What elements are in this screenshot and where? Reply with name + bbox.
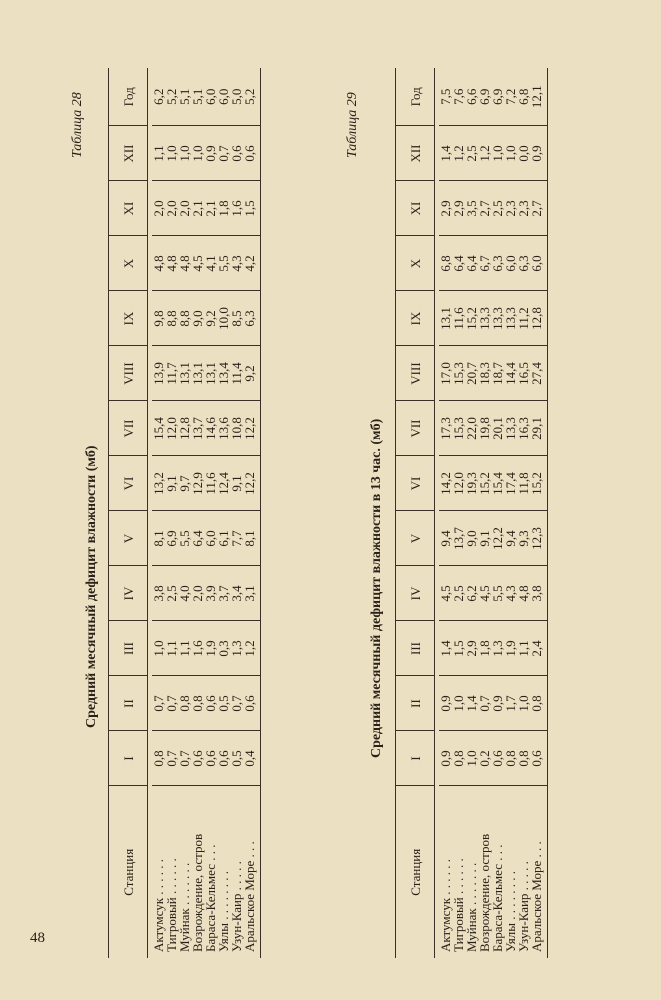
data-cell: 13,3 (478, 291, 491, 346)
data-cell: 0,9 (530, 126, 548, 181)
data-cell: 6,9 (491, 68, 504, 126)
data-cell: 5,1 (178, 68, 191, 126)
data-cell: 18,3 (478, 346, 491, 401)
data-cell: 15,2 (465, 291, 478, 346)
data-cell: 1,9 (204, 621, 217, 676)
data-cell: 22,0 (465, 401, 478, 456)
data-cell: 4,2 (243, 236, 261, 291)
data-cell: 1,0 (491, 126, 504, 181)
data-cell: 20,7 (465, 346, 478, 401)
data-cell: 13,1 (191, 346, 204, 401)
data-cell: 13,2 (152, 456, 165, 511)
data-cell: 4,8 (152, 236, 165, 291)
data-cell: 2,0 (152, 181, 165, 236)
station-name: Бараса-Кельмес . . . (490, 844, 505, 952)
data-cell: 4,8 (165, 236, 178, 291)
data-cell: 6,2 (465, 566, 478, 621)
data-cell: 0,6 (230, 126, 243, 181)
data-cell: 4,8 (178, 236, 191, 291)
table-title: Средний месячный дефицит влажности в 13 час. (мб) (369, 418, 384, 758)
data-cell: 3,8 (152, 566, 165, 621)
data-cell: 2,3 (504, 181, 517, 236)
month-header: X (396, 236, 435, 291)
month-header: II (396, 676, 435, 731)
data-cell: 1,8 (478, 621, 491, 676)
data-cell: 9,4 (504, 511, 517, 566)
station-name: Узун-Каир . . . . . (229, 861, 244, 952)
station-name: Бараса-Кельмес . . . (203, 844, 218, 952)
data-cell: 1,0 (465, 731, 478, 786)
data-cell: 13,6 (217, 401, 230, 456)
data-cell: 15,3 (452, 401, 465, 456)
month-header: XII (396, 126, 435, 181)
data-cell: 0,6 (530, 731, 548, 786)
data-cell: 0,6 (491, 731, 504, 786)
data-cell: 1,5 (452, 621, 465, 676)
data-cell: 10,8 (230, 401, 243, 456)
data-cell: 29,1 (530, 401, 548, 456)
data-cell: 8,1 (152, 511, 165, 566)
data-cell: 6,4 (191, 511, 204, 566)
data-cell: 6,4 (465, 236, 478, 291)
data-cell: 4,5 (191, 236, 204, 291)
data-cell: 0,6 (191, 731, 204, 786)
data-cell: 1,9 (504, 621, 517, 676)
table-row (530, 68, 548, 958)
data-cell: 0,8 (191, 676, 204, 731)
data-cell: 0,7 (152, 676, 165, 731)
data-cell: 13,3 (491, 291, 504, 346)
data-cell: 3,7 (217, 566, 230, 621)
data-cell: 13,1 (204, 346, 217, 401)
data-cell: 2,9 (465, 621, 478, 676)
data-cell: 2,7 (530, 181, 548, 236)
data-cell: 4,5 (478, 566, 491, 621)
data-cell: 17,4 (504, 456, 517, 511)
station-name: Аральское Море . . . (243, 786, 261, 958)
data-cell: 2,3 (517, 181, 530, 236)
data-cell: 18,7 (491, 346, 504, 401)
data-cell: 0,8 (178, 676, 191, 731)
table-29-block (345, 68, 635, 958)
data-cell: 16,3 (517, 401, 530, 456)
data-cell: 0,7 (478, 676, 491, 731)
data-cell: 8,5 (230, 291, 243, 346)
data-cell: 2,7 (478, 181, 491, 236)
data-cell: 0,9 (491, 676, 504, 731)
station-name: Узун-Каир . . . . . (516, 861, 531, 952)
data-cell: 6,3 (243, 291, 261, 346)
data-cell: 5,2 (243, 68, 261, 126)
month-header: III (109, 621, 148, 676)
data-cell: 1,3 (491, 621, 504, 676)
data-cell: 2,0 (178, 181, 191, 236)
station-name: Актумсук . . . . . . (438, 858, 453, 952)
data-cell: 12,9 (191, 456, 204, 511)
data-cell: 13,4 (217, 346, 230, 401)
data-cell: 9,1 (165, 456, 178, 511)
data-cell: 2,1 (191, 181, 204, 236)
data-cell: 2,5 (165, 566, 178, 621)
data-cell: 16,5 (517, 346, 530, 401)
data-cell: 1,0 (152, 621, 165, 676)
data-cell: 1,2 (243, 621, 261, 676)
data-cell: 2,1 (204, 181, 217, 236)
data-cell: 8,8 (165, 291, 178, 346)
data-cell: 6,1 (217, 511, 230, 566)
data-cell: 12,4 (217, 456, 230, 511)
data-cell: 0,7 (178, 731, 191, 786)
data-cell: 9,3 (517, 511, 530, 566)
month-header: VII (109, 401, 148, 456)
data-cell: 13,7 (452, 511, 465, 566)
station-name: Уялы . . . . . . . . (216, 871, 231, 952)
data-cell: 3,1 (243, 566, 261, 621)
data-cell: 1,4 (439, 621, 452, 676)
data-cell: 19,3 (465, 456, 478, 511)
month-header: IX (109, 291, 148, 346)
month-header: IV (109, 566, 148, 621)
data-cell: 6,0 (504, 236, 517, 291)
data-cell: 1,6 (191, 621, 204, 676)
data-cell: 0,0 (517, 126, 530, 181)
month-header: VIII (396, 346, 435, 401)
data-cell: 7,2 (504, 68, 517, 126)
data-cell: 12,8 (178, 401, 191, 456)
data-cell: 15,2 (478, 456, 491, 511)
data-cell: 13,3 (504, 291, 517, 346)
data-table-28 (108, 68, 261, 958)
station-name: Актумсук . . . . . . (151, 858, 166, 952)
data-cell: 5,0 (230, 68, 243, 126)
month-header: VI (396, 456, 435, 511)
data-cell: 7,7 (230, 511, 243, 566)
data-cell: 14,2 (439, 456, 452, 511)
data-cell: 2,5 (465, 126, 478, 181)
month-header: III (396, 621, 435, 676)
data-cell: 0,8 (504, 731, 517, 786)
data-cell: 2,0 (191, 566, 204, 621)
table-number: Таблица 29 (345, 92, 360, 158)
data-cell: 2,9 (439, 181, 452, 236)
data-cell: 3,8 (530, 566, 548, 621)
data-cell: 1,1 (165, 621, 178, 676)
month-header: V (396, 511, 435, 566)
station-name: Возрождение, остров (477, 833, 492, 952)
data-cell: 14,4 (504, 346, 517, 401)
data-cell: 20,1 (491, 401, 504, 456)
data-cell: 9,0 (465, 511, 478, 566)
data-cell: 0,2 (478, 731, 491, 786)
data-cell: 9,0 (191, 291, 204, 346)
data-cell: 1,0 (178, 126, 191, 181)
data-cell: 13,7 (191, 401, 204, 456)
data-cell: 8,8 (178, 291, 191, 346)
data-cell: 0,7 (165, 676, 178, 731)
data-cell: 15,4 (152, 401, 165, 456)
station-name: Аральское Море . . . (530, 786, 548, 958)
month-header: Год (396, 68, 435, 126)
data-cell: 1,3 (230, 621, 243, 676)
page-number: 48 (30, 930, 45, 946)
month-header: II (109, 676, 148, 731)
data-cell: 17,0 (439, 346, 452, 401)
data-cell: 0,5 (230, 731, 243, 786)
data-cell: 1,0 (165, 126, 178, 181)
data-cell: 5,1 (191, 68, 204, 126)
station-name: Тигровый . . . . . . (164, 858, 179, 952)
data-cell: 2,9 (452, 181, 465, 236)
data-cell: 15,2 (530, 456, 548, 511)
data-cell: 6,9 (165, 511, 178, 566)
data-cell: 0,6 (204, 731, 217, 786)
data-cell: 12,2 (491, 511, 504, 566)
data-cell: 0,9 (439, 731, 452, 786)
data-cell: 13,3 (504, 401, 517, 456)
data-cell: 27,4 (530, 346, 548, 401)
data-cell: 1,1 (152, 126, 165, 181)
station-header: Станция (109, 786, 148, 958)
data-cell: 5,5 (178, 511, 191, 566)
data-cell: 14,6 (204, 401, 217, 456)
data-cell: 2,5 (491, 181, 504, 236)
data-cell: 0,8 (530, 676, 548, 731)
data-cell: 0,8 (452, 731, 465, 786)
data-cell: 12,3 (530, 511, 548, 566)
data-cell: 1,0 (517, 676, 530, 731)
month-header: VIII (109, 346, 148, 401)
data-cell: 2,5 (452, 566, 465, 621)
data-cell: 5,2 (165, 68, 178, 126)
data-cell: 4,1 (204, 236, 217, 291)
data-cell: 5,5 (491, 566, 504, 621)
data-cell: 6,2 (152, 68, 165, 126)
data-cell: 0,6 (204, 676, 217, 731)
month-header: I (109, 731, 148, 786)
data-cell: 0,6 (217, 731, 230, 786)
data-cell: 9,8 (152, 291, 165, 346)
data-cell: 6,7 (478, 236, 491, 291)
data-cell: 11,4 (230, 346, 243, 401)
month-header: IV (396, 566, 435, 621)
month-header: V (109, 511, 148, 566)
data-cell: 6,6 (465, 68, 478, 126)
data-cell: 11,2 (517, 291, 530, 346)
data-cell: 1,4 (439, 126, 452, 181)
data-cell: 4,3 (504, 566, 517, 621)
data-cell: 1,2 (452, 126, 465, 181)
data-cell: 5,5 (217, 236, 230, 291)
station-name: Муйнак . . . . . . . (177, 862, 192, 952)
data-cell: 4,0 (178, 566, 191, 621)
data-cell: 3,5 (465, 181, 478, 236)
data-cell: 6,0 (217, 68, 230, 126)
data-cell: 15,3 (452, 346, 465, 401)
station-name: Муйнак . . . . . . . (464, 862, 479, 952)
data-cell: 7,6 (452, 68, 465, 126)
data-cell: 0,7 (230, 676, 243, 731)
data-cell: 11,6 (204, 456, 217, 511)
data-cell: 10,0 (217, 291, 230, 346)
data-cell: 1,0 (504, 126, 517, 181)
data-cell: 9,4 (439, 511, 452, 566)
data-cell: 9,1 (230, 456, 243, 511)
data-cell: 0,7 (165, 731, 178, 786)
month-header: XI (396, 181, 435, 236)
header-row (396, 68, 435, 958)
data-cell: 6,3 (491, 236, 504, 291)
data-cell: 6,0 (204, 68, 217, 126)
data-cell: 1,0 (191, 126, 204, 181)
data-cell: 6,4 (452, 236, 465, 291)
month-header: XI (109, 181, 148, 236)
data-cell: 0,9 (439, 676, 452, 731)
data-cell: 12,8 (530, 291, 548, 346)
month-header: Год (109, 68, 148, 126)
data-cell: 9,2 (204, 291, 217, 346)
data-cell: 1,0 (452, 676, 465, 731)
station-name: Тигровый . . . . . . (451, 858, 466, 952)
data-cell: 7,5 (439, 68, 452, 126)
data-cell: 11,7 (165, 346, 178, 401)
data-cell: 6,8 (517, 68, 530, 126)
table-row (243, 68, 261, 958)
data-cell: 1,6 (230, 181, 243, 236)
data-cell: 11,8 (517, 456, 530, 511)
table-title: Средний месячный дефицит влажности (мб) (84, 445, 99, 728)
data-cell: 0,7 (217, 126, 230, 181)
data-cell: 0,8 (152, 731, 165, 786)
data-cell: 17,3 (439, 401, 452, 456)
data-cell: 0,6 (243, 126, 261, 181)
station-header: Станция (396, 786, 435, 958)
data-cell: 1,5 (243, 181, 261, 236)
data-cell: 3,4 (230, 566, 243, 621)
table-28-block (70, 68, 340, 958)
data-cell: 9,2 (243, 346, 261, 401)
data-cell: 4,3 (230, 236, 243, 291)
data-cell: 9,7 (178, 456, 191, 511)
month-header: IX (396, 291, 435, 346)
header-row (109, 68, 148, 958)
data-cell: 0,4 (243, 731, 261, 786)
data-cell: 1,4 (465, 676, 478, 731)
data-cell: 6,0 (204, 511, 217, 566)
data-cell: 1,7 (504, 676, 517, 731)
data-cell: 6,0 (530, 236, 548, 291)
data-cell: 13,1 (178, 346, 191, 401)
data-cell: 2,4 (530, 621, 548, 676)
data-cell: 12,2 (243, 456, 261, 511)
data-cell: 13,9 (152, 346, 165, 401)
station-name: Возрождение, остров (190, 833, 205, 952)
data-cell: 15,4 (491, 456, 504, 511)
data-cell: 2,0 (165, 181, 178, 236)
data-cell: 12,0 (452, 456, 465, 511)
month-header: I (396, 731, 435, 786)
data-cell: 4,5 (439, 566, 452, 621)
data-cell: 6,8 (439, 236, 452, 291)
data-cell: 1,1 (517, 621, 530, 676)
data-cell: 11,6 (452, 291, 465, 346)
data-cell: 0,6 (243, 676, 261, 731)
data-cell: 3,9 (204, 566, 217, 621)
data-cell: 0,8 (517, 731, 530, 786)
data-cell: 12,0 (165, 401, 178, 456)
data-cell: 12,1 (530, 68, 548, 126)
data-cell: 13,1 (439, 291, 452, 346)
data-cell: 4,8 (517, 566, 530, 621)
data-cell: 6,3 (517, 236, 530, 291)
data-cell: 8,1 (243, 511, 261, 566)
data-table-29 (395, 68, 548, 958)
month-header: VI (109, 456, 148, 511)
data-cell: 0,3 (217, 621, 230, 676)
data-cell: 1,2 (478, 126, 491, 181)
month-header: XII (109, 126, 148, 181)
data-cell: 9,1 (478, 511, 491, 566)
data-cell: 12,2 (243, 401, 261, 456)
data-cell: 6,9 (478, 68, 491, 126)
data-cell: 1,1 (178, 621, 191, 676)
month-header: X (109, 236, 148, 291)
data-cell: 0,9 (204, 126, 217, 181)
data-cell: 1,8 (217, 181, 230, 236)
data-cell: 19,8 (478, 401, 491, 456)
data-cell: 0,5 (217, 676, 230, 731)
station-name: Уялы . . . . . . . . (503, 871, 518, 952)
table-number: Таблица 28 (70, 92, 85, 158)
month-header: VII (396, 401, 435, 456)
